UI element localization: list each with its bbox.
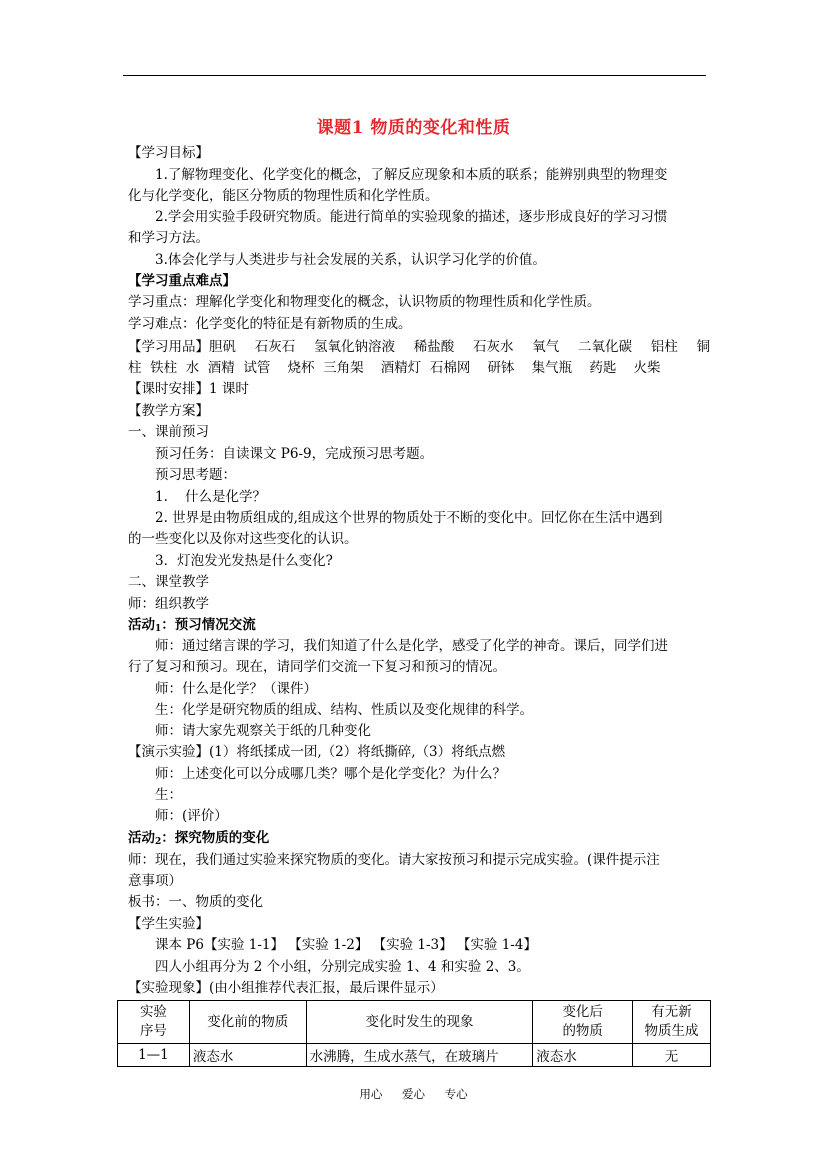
activity-1-line-8: 师：(评价） — [155, 808, 228, 824]
material-item: 铜 — [696, 339, 710, 355]
objective-2b: 和学习方法。 — [128, 230, 209, 246]
table-cell: 液态水 — [533, 1044, 633, 1067]
objectives-heading: 【学习目标】 — [128, 145, 209, 161]
footer-word: 专心 — [444, 1087, 468, 1101]
table-header-row — [118, 1001, 711, 1044]
activity-2-title: 活动$_2$：探究物质的变化 — [128, 830, 270, 847]
activity-1-line-7: 生： — [155, 787, 182, 803]
preview-q3: 3．灯泡发光发热是什么变化? — [155, 553, 333, 569]
groups-line: 四人小组再分为 2 个小组，分别完成实验 1、4 和实验 2、3。 — [155, 959, 530, 975]
plan-heading: 【教学方案】 — [128, 403, 209, 419]
classroom-heading: 二、课堂教学 — [128, 574, 209, 590]
material-item: 石灰石 — [254, 339, 296, 355]
preview-questions-heading: 预习思考题： — [155, 467, 236, 483]
table-cell: 无 — [633, 1044, 711, 1067]
phenomena-heading: 【实验现象】(由小组推荐代表汇报，最后课件显示） — [128, 980, 444, 996]
material-item: 二氧化碳 — [578, 339, 632, 355]
material-item: 石灰水 — [473, 339, 514, 355]
objective-1a: 1.了解物理变化、化学变化的概念，了解反应现象和本质的联系；能辨别典型的物理变 — [155, 167, 668, 183]
materials-row-2: 柱 铁柱 水 酒精 试管 烧杯 三角架 酒精灯 石棉网 研钵 集气瓶 药匙 火柴 — [128, 360, 661, 376]
table-cell: 1—1 — [118, 1044, 190, 1067]
material-item: 铝柱 — [650, 339, 678, 355]
material-item: 氢氧化钠溶液 — [314, 339, 395, 355]
footer-word: 用心 — [359, 1087, 383, 1101]
activity-2-line-2: 意事项） — [128, 873, 182, 889]
col-header-phenomenon: 变化时发生的现象 — [306, 1001, 533, 1044]
header-rule — [123, 75, 706, 76]
col-header-after: 变化后 的物质 — [533, 1001, 633, 1044]
objective-1b: 化与化学变化，能区分物质的物理性质和化学性质。 — [128, 188, 439, 204]
activity-1-line-1: 师：通过绪言课的学习，我们知道了什么是化学，感受了化学的神奇。课后，同学们进 — [155, 638, 668, 654]
focus-line: 学习重点：理解化学变化和物理变化的概念，认识物质的物理性质和化学性质。 — [128, 294, 601, 310]
col-header-number: 实验 序号 — [118, 1001, 190, 1044]
board-line: 板书：一、物质的变化 — [128, 894, 263, 910]
experiment-table — [117, 1000, 711, 1067]
student-experiment-heading: 【学生实验】 — [128, 916, 209, 932]
schedule-line: 【课时安排】1 课时 — [128, 381, 249, 397]
activity-1-line-6: 师：上述变化可以分成哪几类？哪个是化学变化？为什么？ — [155, 766, 506, 782]
activity-2-line-1: 师：现在，我们通过实验来探究物质的变化。请大家按预习和提示完成实验。(课件提示注 — [128, 852, 660, 868]
material-item: 稀盐酸 — [413, 339, 455, 355]
activity-1-line-4: 生：化学是研究物质的组成、结构、性质以及变化规律的科学。 — [155, 702, 533, 718]
objective-2a: 2.学会用实验手段研究物质。能进行简单的实验现象的描述，逐步形成良好的学习习惯 — [155, 209, 668, 225]
demo-experiment: 【演示实验】(1）将纸揉成一团,（2）将纸撕碎,（3）将纸点燃 — [128, 744, 506, 760]
activity-1-line-2: 行了复习和预习。现在，请同学们交流一下复习和预习的情况。 — [128, 659, 506, 675]
objective-3: 3.体会化学与人类进步与社会发展的关系，认识学习化学的价值。 — [155, 252, 546, 268]
key-points-heading: 【学习重点难点】 — [128, 273, 236, 289]
preview-q2a: 2. 世界是由物质组成的,组成这个世界的物质处于不断的变化中。回忆你在生活中遇到 — [155, 510, 663, 526]
activity-1-line-5: 师：请大家先观察关于纸的几种变化 — [155, 723, 371, 739]
materials-row-1 — [128, 337, 710, 357]
activity-1-line-3: 师：什么是化学？（课件） — [155, 681, 317, 697]
table-row — [118, 1044, 711, 1067]
preview-task: 预习任务：自读课文 P6-9，完成预习思考题。 — [155, 446, 434, 462]
table-cell: 液态水 — [189, 1044, 306, 1067]
lesson-title: 课题1 物质的变化和性质 — [316, 118, 511, 138]
material-item: 【学习用品】胆矾 — [128, 339, 236, 355]
col-header-before: 变化前的物质 — [189, 1001, 306, 1044]
preview-q1: 1. 什么是化学？ — [155, 489, 267, 505]
material-item: 氧气 — [532, 339, 560, 355]
col-header-new-substance: 有无新 物质生成 — [633, 1001, 711, 1044]
page-footer — [0, 1086, 827, 1102]
difficulty-line: 学习难点：化学变化的特征是有新物质的生成。 — [128, 316, 412, 332]
preview-heading: 一、课前预习 — [128, 424, 209, 440]
experiment-list: 课本 P6【实验 1-1】 【实验 1-2】 【实验 1-3】 【实验 1-4】 — [155, 937, 537, 953]
organize-line: 师：组织教学 — [128, 596, 209, 612]
footer-word: 爱心 — [402, 1087, 425, 1101]
preview-q2b: 的一些变化以及你对这些变化的认识。 — [128, 531, 358, 547]
activity-1-title: 活动$_1$：预习情况交流 — [128, 617, 256, 634]
table-cell: 水沸腾，生成水蒸气，在玻璃片 — [306, 1044, 533, 1067]
